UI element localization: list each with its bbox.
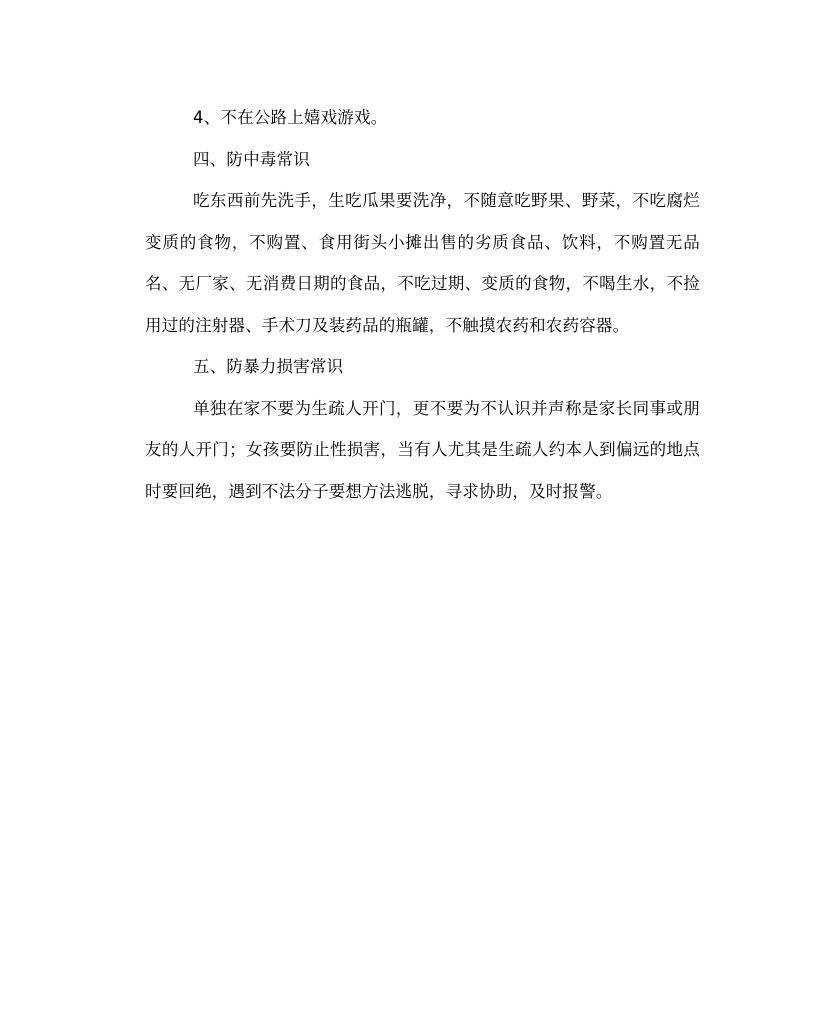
document-body	[145, 97, 700, 512]
paragraph-violence-safety: 单独在家不要为生疏人开门，更不要为不认识并声称是家长同事或朋友的人开门；女孩要防止性损害，当有人尤其是生疏人约本人到偏远的地点时要回绝，遇到不法分子要想方法逃脱，寻求协助，及时报警。	[145, 398, 700, 501]
paragraph-poison-safety: 吃东西前先洗手，生吃瓜果要洗净，不随意吃野果、野菜，不吃腐烂变质的食物，不购置、食用街头小摊出售的劣质食品、饮料，不购置无品名、无厂家、无消费日期的食品，不吃过期、变质的食物，不喝生水，不捡用过的注射器、手术刀及装药品的瓶罐，不触摸农药和农药容器。	[145, 191, 700, 335]
section-heading-poison-safety: 四、防中毒常识	[193, 149, 310, 169]
list-item-4: 4、不在公路上嬉戏游戏。	[193, 108, 388, 127]
section-heading-violence-safety: 五、防暴力损害常识	[193, 357, 344, 376]
